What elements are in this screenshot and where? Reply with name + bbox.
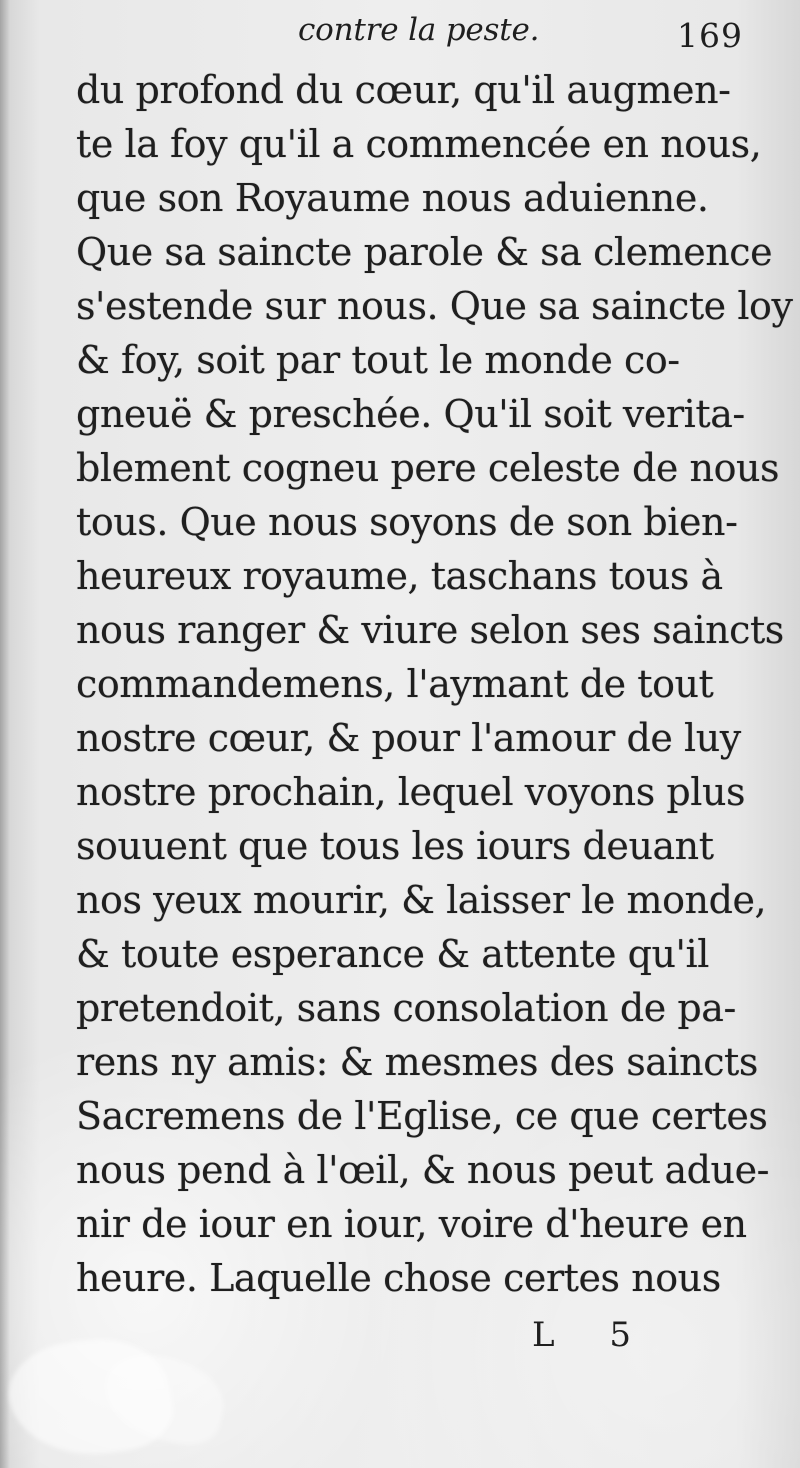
text-line: du profond du cœur, qu'il augmen- — [76, 68, 731, 112]
running-head: contre la peste. — [298, 12, 540, 48]
text-line: rens ny amis: & mesmes des saincts — [76, 1040, 758, 1084]
text-line: nous pend à l'œil, & nous peut adue- — [76, 1148, 769, 1192]
text-line: nir de iour en iour, voire d'heure en — [76, 1202, 747, 1246]
text-line: nostre cœur, & pour l'amour de luy — [76, 716, 741, 760]
text-line: nostre prochain, lequel voyons plus — [76, 770, 746, 814]
text-line: tous. Que nous soyons de son bien- — [76, 500, 738, 544]
body-text — [76, 63, 793, 1305]
text-line: nos yeux mourir, & laisser le monde, — [76, 878, 767, 922]
text-line: Sacremens de l'Eglise, ce que certes — [76, 1094, 768, 1138]
text-line: Que sa saincte parole & sa clemence — [76, 230, 773, 274]
text-line: s'estende sur nous. Que sa saincte loy — [76, 284, 793, 328]
text-line: nous ranger & viure selon ses saincts — [76, 608, 784, 652]
text-line: souuent que tous les iours deuant — [76, 824, 714, 868]
page-edge-shadow — [0, 0, 10, 1468]
page-header — [0, 8, 800, 58]
text-line: blement cogneu pere celeste de nous — [76, 446, 780, 490]
text-line: & toute esperance & attente qu'il — [76, 932, 709, 976]
text-line: gneuë & preschée. Qu'il soit verita- — [76, 392, 745, 436]
page-number: 169 — [677, 16, 743, 55]
signature-mark: L 5 — [532, 1315, 654, 1355]
text-line: heureux royaume, taschans tous à — [76, 554, 723, 598]
text-line: que son Royaume nous aduienne. — [76, 176, 709, 220]
text-line: heure. Laquelle chose certes nous — [76, 1256, 721, 1300]
text-line: pretendoit, sans consolation de pa- — [76, 986, 736, 1030]
text-line: te la foy qu'il a commencée en nous, — [76, 122, 762, 166]
text-line: commandemens, l'aymant de tout — [76, 662, 714, 706]
text-line: & foy, soit par tout le monde co- — [76, 338, 680, 382]
